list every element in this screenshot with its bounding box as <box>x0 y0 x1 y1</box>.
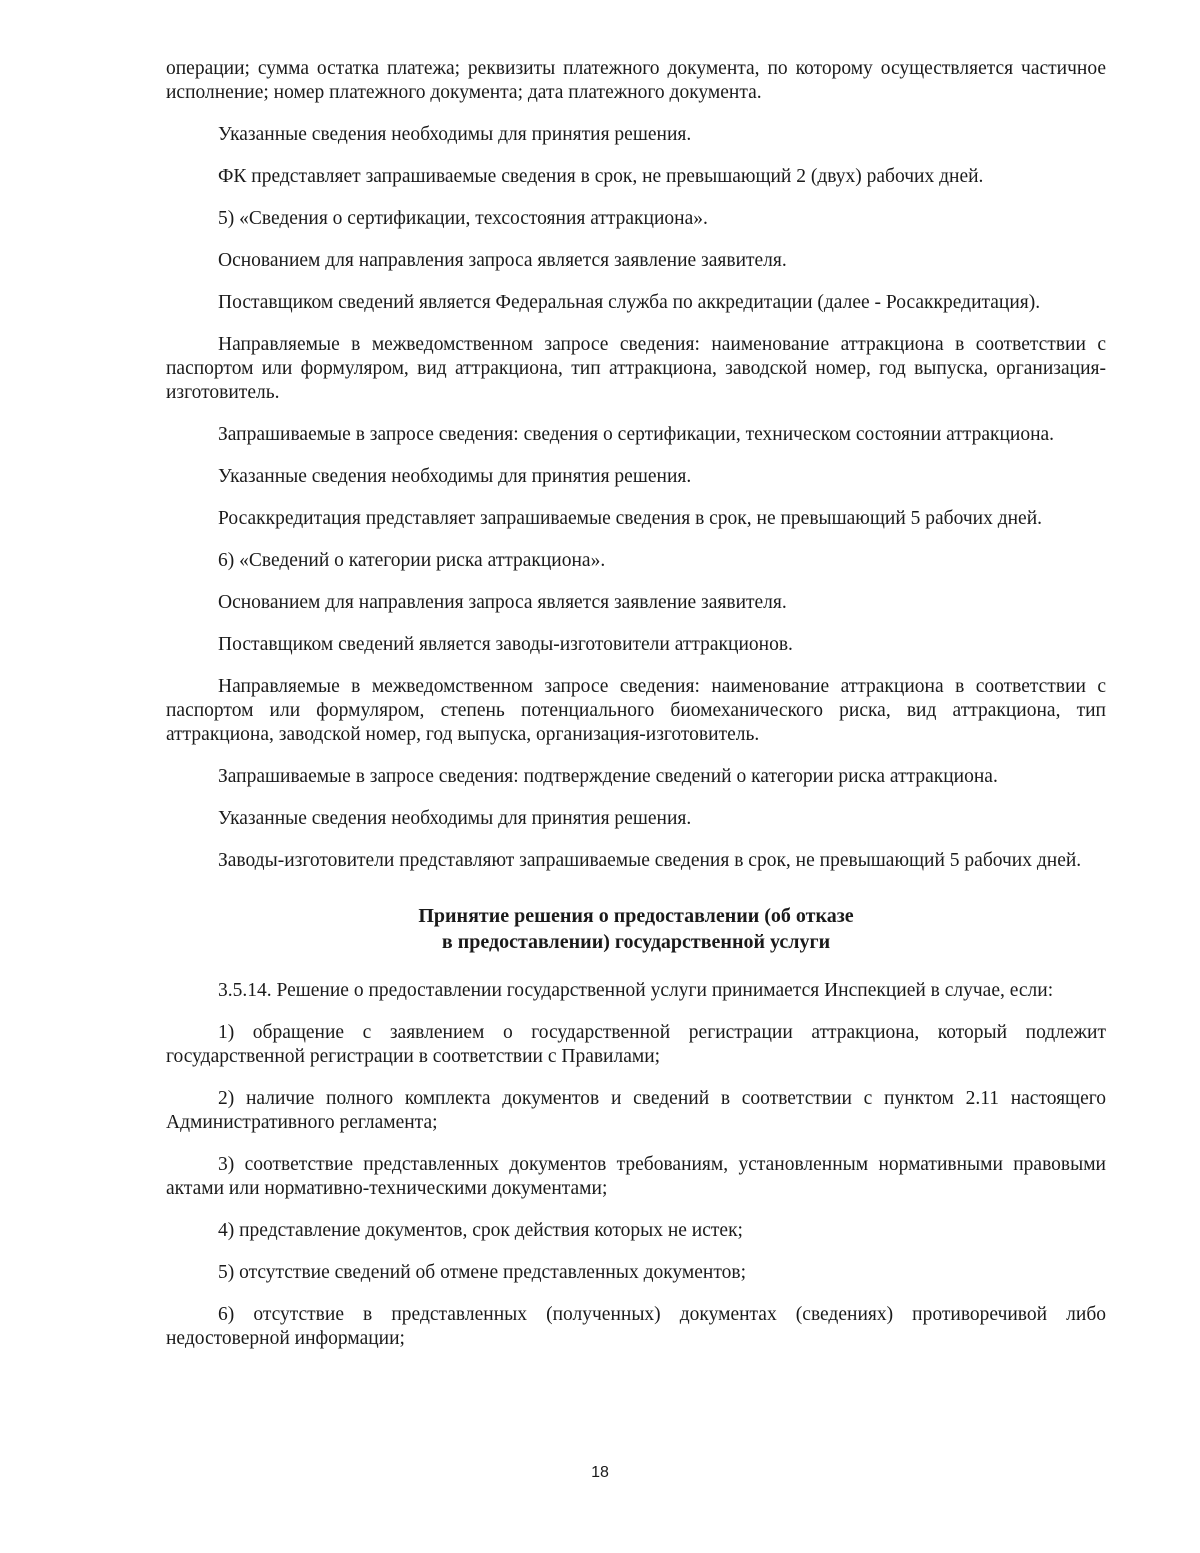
paragraph-top-8: Запрашиваемые в запросе сведения: сведения о сертификации, техническом состоянии аттракциона. <box>218 424 1055 445</box>
paragraph-bottom-1: 3.5.14. Решение о предоставлении государственной услуги принимается Инспекцией в случае, если: <box>218 980 1054 1001</box>
paragraph-top-7: Направляемые в межведомственном запросе сведения: наименование аттракциона в соответствии с паспортом или формуляром, вид аттракциона, тип аттракциона, заводской номер, год выпуска, организация-изготовитель. <box>166 334 1106 403</box>
paragraph-bottom-4: 3) соответствие представленных документов требованиям, установленным нормативными правовыми актами или нормативно-техническими документами; <box>166 1154 1106 1199</box>
paragraph-top-1: операции; сумма остатка платежа; реквизиты платежного документа, по которому осуществляется частичное исполнение; номер платежного документа; дата платежного документа. <box>166 58 1106 103</box>
paragraph-top-6: Поставщиком сведений является Федеральная служба по аккредитации (далее - Росаккредитация). <box>218 292 1041 313</box>
section-heading-line-1: Принятие решения о предоставлении (об отказе <box>418 905 854 927</box>
paragraph-top-10: Росаккредитация представляет запрашиваемые сведения в срок, не превышающий 5 рабочих дней. <box>218 508 1043 529</box>
paragraph-bottom-3: 2) наличие полного комплекта документов и сведений в соответствии с пунктом 2.11 настоящего Административного регламента; <box>166 1088 1106 1133</box>
section-heading <box>166 903 1106 955</box>
page-body <box>166 57 1106 1369</box>
paragraph-top-15: Запрашиваемые в запросе сведения: подтверждение сведений о категории риска аттракциона. <box>218 766 998 787</box>
paragraph-top-13: Поставщиком сведений является заводы-изготовители аттракционов. <box>218 634 793 655</box>
paragraph-top-11: 6) «Сведений о категории риска аттракциона». <box>218 550 606 571</box>
paragraph-top-4: 5) «Сведения о сертификации, техсостояния аттракциона». <box>218 208 708 229</box>
paragraph-top-14: Направляемые в межведомственном запросе сведения: наименование аттракциона в соответствии с паспортом или формуляром, степень потенциального биомеханического риска, вид аттракциона, тип аттракциона, заводской номер, год выпуска, организация-изготовитель. <box>166 676 1106 745</box>
paragraph-top-9: Указанные сведения необходимы для принятия решения. <box>218 466 692 487</box>
section-heading-line-2: в предоставлении) государственной услуги <box>441 931 831 953</box>
paragraph-bottom-5: 4) представление документов, срок действия которых не истек; <box>218 1220 743 1241</box>
paragraph-bottom-6: 5) отсутствие сведений об отмене представленных документов; <box>218 1262 746 1283</box>
paragraph-top-5: Основанием для направления запроса является заявление заявителя. <box>218 250 787 271</box>
paragraph-top-16: Указанные сведения необходимы для принятия решения. <box>218 808 692 829</box>
paragraph-bottom-2: 1) обращение с заявлением о государственной регистрации аттракциона, который подлежит государственной регистрации в соответствии с Правилами; <box>166 1022 1106 1067</box>
paragraph-top-2: Указанные сведения необходимы для принятия решения. <box>218 124 692 145</box>
paragraph-bottom-7: 6) отсутствие в представленных (полученных) документах (сведениях) противоречивой либо недостоверной информации; <box>166 1304 1106 1349</box>
page-number: 18 <box>591 1464 609 1481</box>
paragraph-top-17: Заводы-изготовители представляют запрашиваемые сведения в срок, не превышающий 5 рабочих дней. <box>218 850 1082 871</box>
paragraph-top-12: Основанием для направления запроса является заявление заявителя. <box>218 592 787 613</box>
paragraph-top-3: ФК представляет запрашиваемые сведения в срок, не превышающий 2 (двух) рабочих дней. <box>218 166 984 187</box>
